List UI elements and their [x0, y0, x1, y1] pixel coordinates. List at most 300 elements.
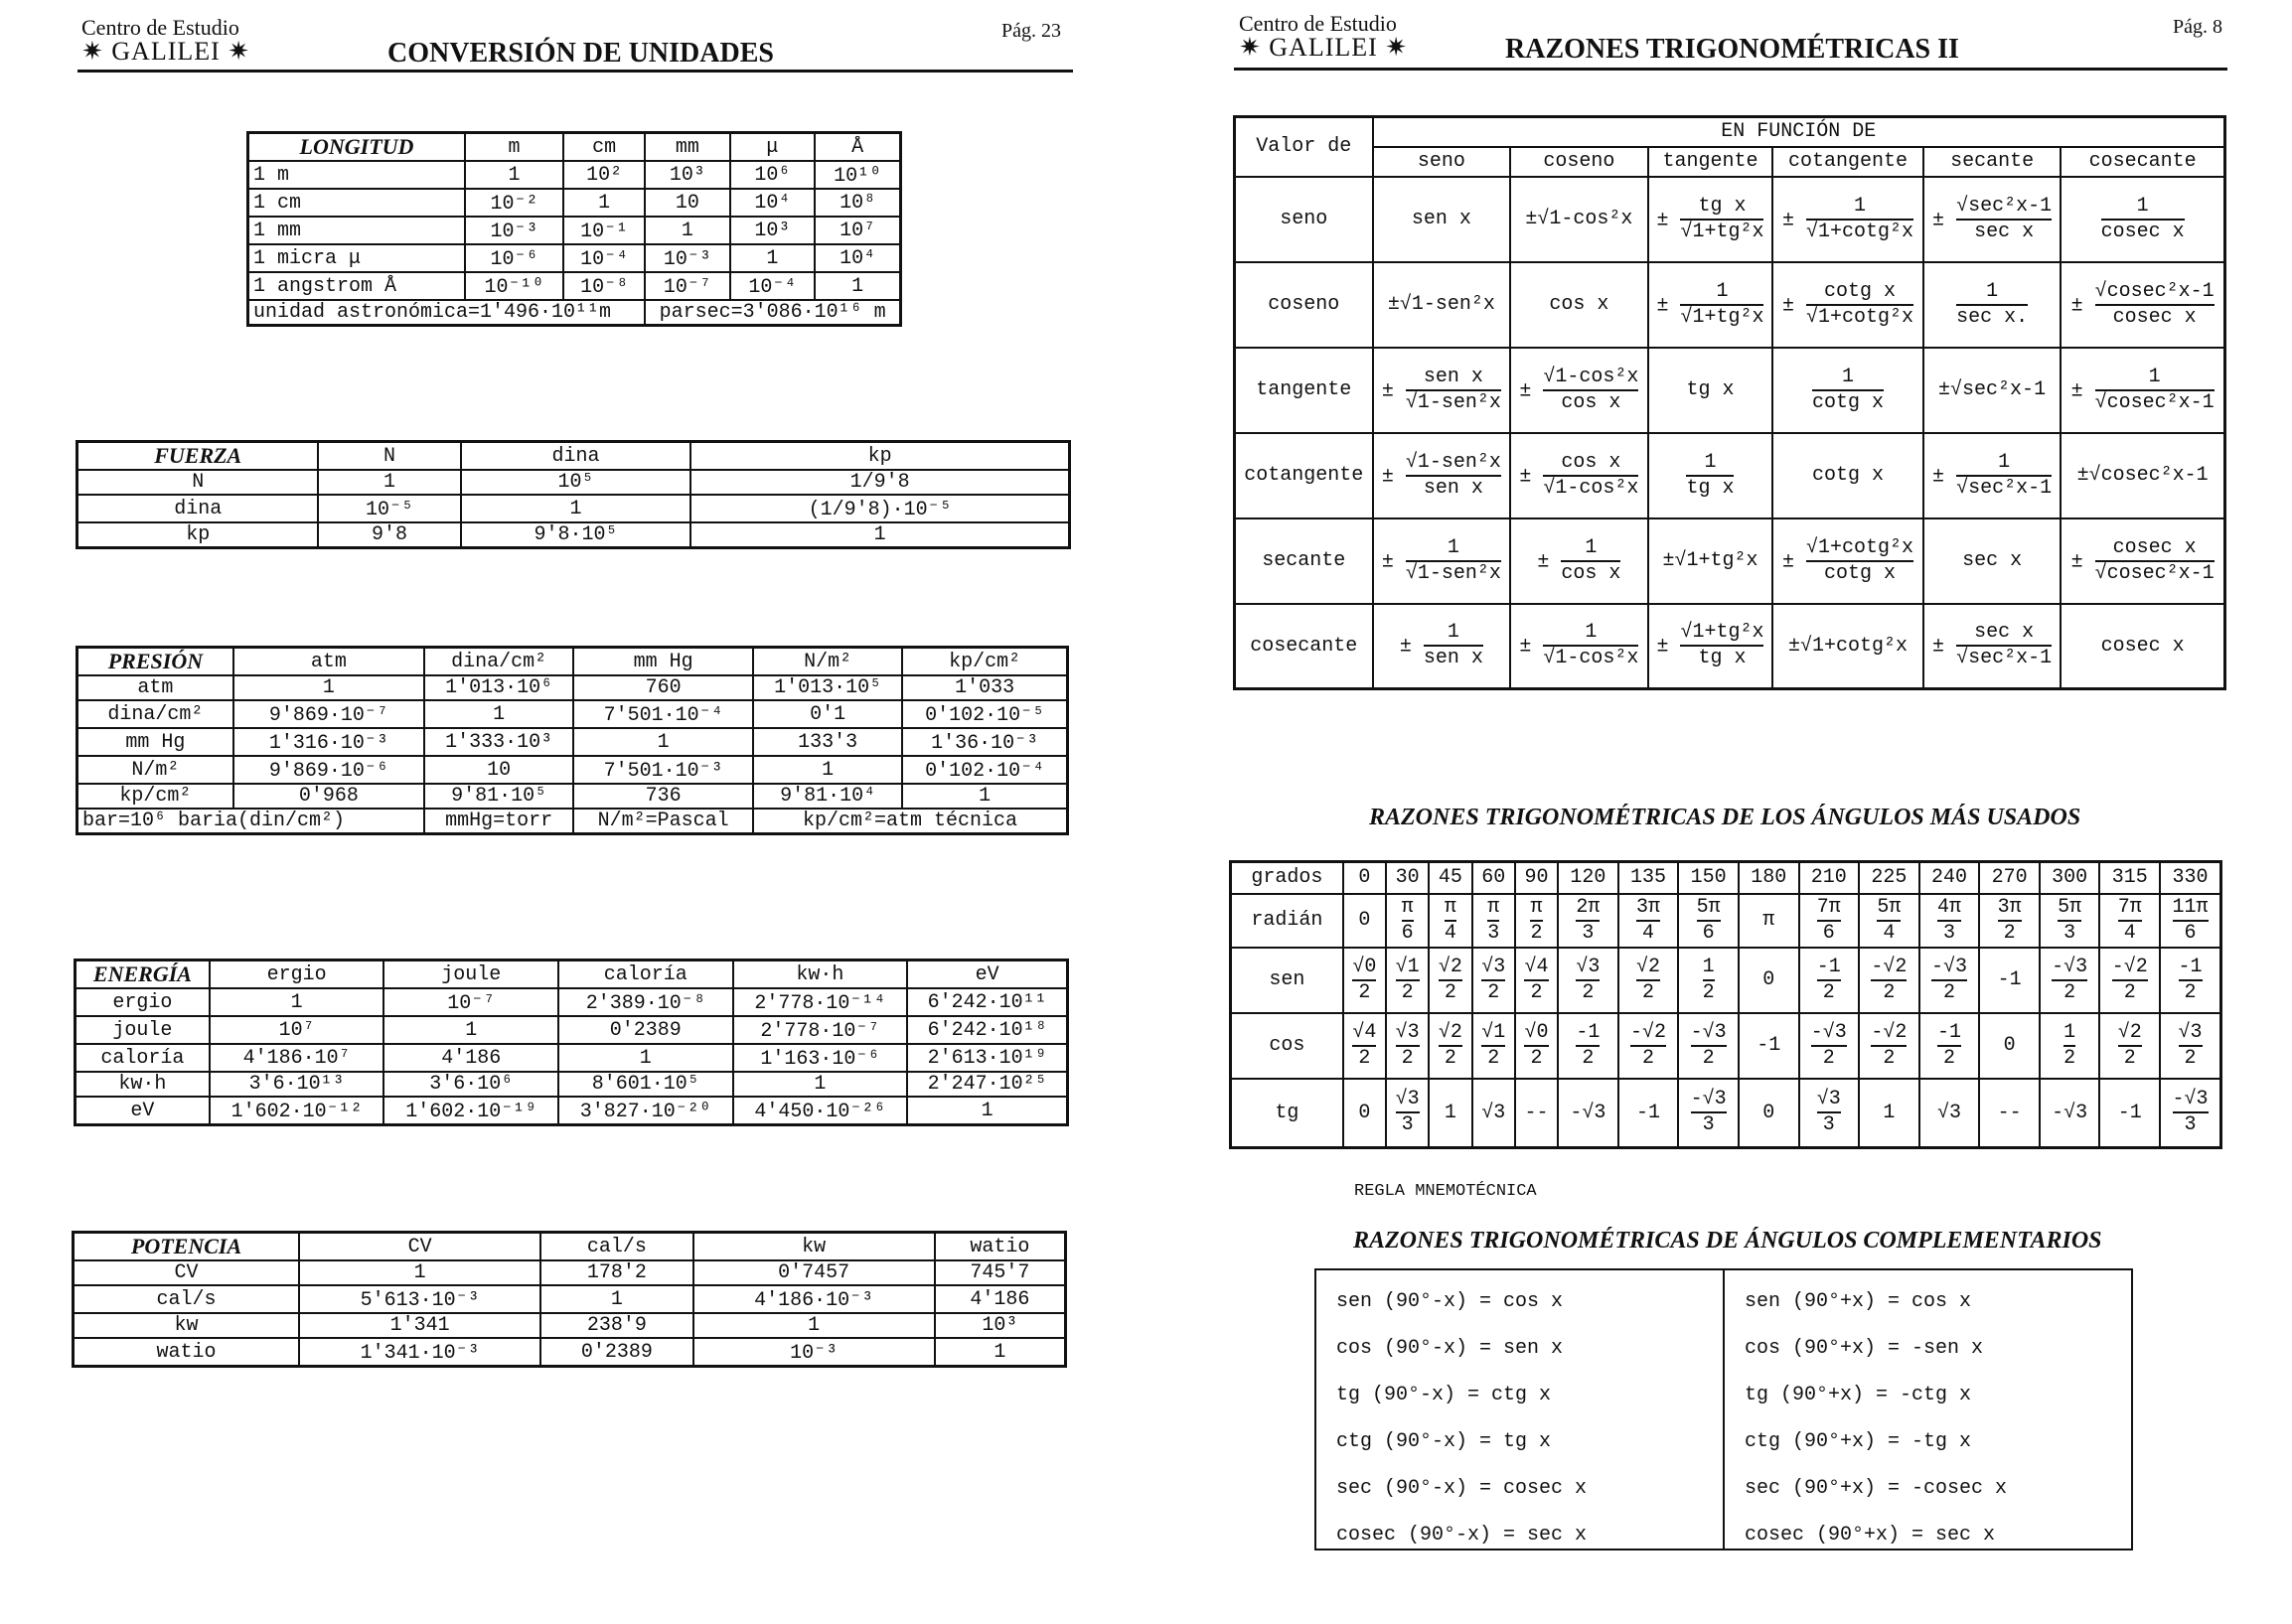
numerator: cos x	[1561, 450, 1621, 474]
table-cell: 3'6·10¹³	[210, 1072, 384, 1097]
formula-cell	[2061, 348, 2224, 433]
angle-value-cell: 150	[1678, 862, 1739, 894]
fraction	[1543, 621, 1638, 670]
angle-value-cell	[1472, 1013, 1515, 1079]
fraction	[1576, 896, 1600, 946]
fraction	[1811, 1021, 1847, 1071]
angle-value-cell	[1678, 1013, 1739, 1079]
fraction	[1956, 195, 2052, 244]
angle-value-cell	[1343, 948, 1386, 1013]
fraction	[1576, 956, 1600, 1005]
longitud-body	[248, 133, 901, 326]
fraction	[2058, 896, 2081, 946]
table-cell: 10⁻⁵	[318, 495, 460, 522]
numerator: -√2	[1630, 1020, 1667, 1044]
table-cell: 0'2389	[540, 1338, 692, 1367]
angulos-table	[1229, 860, 2222, 1149]
denominator: 6	[2173, 920, 2209, 946]
denominator: sec x.	[1956, 305, 2029, 329]
denominator: √cosec²x-1	[2094, 561, 2215, 585]
energia-header-row	[76, 960, 1068, 989]
table-cell: 178'2	[540, 1260, 692, 1285]
table-cell: 1'602·10⁻¹⁹	[383, 1097, 558, 1125]
table-cell: 1	[730, 244, 816, 272]
formula-cell: sec x	[1923, 518, 2062, 604]
angle-value-cell: --	[1979, 1079, 2040, 1148]
denominator: 2	[1530, 921, 1543, 945]
angle-value-cell	[2160, 1079, 2220, 1148]
funcion-corner: Valor de	[1235, 117, 1373, 177]
plus-minus-sign: ±	[2070, 549, 2095, 573]
angle-value-cell: 45	[1429, 862, 1471, 894]
identity-line: sen (90°-x) = cos x	[1336, 1290, 1564, 1313]
numerator: 1	[1585, 535, 1598, 559]
denominator: 4	[1444, 921, 1456, 945]
longitud-col-header: Å	[815, 133, 900, 162]
identity-line: tg (90°+x) = -ctg x	[1745, 1384, 1972, 1406]
longitud-col-header: mm	[645, 133, 730, 162]
numerator: 5π	[1877, 895, 1902, 919]
page-title: CONVERSIÓN DE UNIDADES	[387, 38, 774, 69]
identity-line: ctg (90°-x) = tg x	[1336, 1430, 1552, 1453]
fraction	[1439, 1021, 1462, 1071]
table-cell: 1	[690, 522, 1069, 548]
row-label: sen	[1231, 948, 1343, 1013]
table-cell: 10⁻⁸	[563, 272, 645, 300]
angle-value-cell: 0	[1343, 862, 1386, 894]
identity-line: cosec (90°+x) = sec x	[1745, 1524, 1996, 1547]
potencia-col-header: CV	[299, 1233, 540, 1261]
fuerza-col-header: N	[318, 442, 460, 471]
denominator: 2	[1576, 1045, 1600, 1071]
numerator: √3	[1395, 1088, 1420, 1111]
table-row	[248, 272, 901, 300]
plus-minus-sign: ±	[1381, 549, 1406, 573]
denominator: 4	[1877, 920, 1901, 946]
fraction	[1481, 956, 1505, 1005]
denominator: √1-sen²x	[1405, 390, 1501, 414]
angle-value-cell	[1558, 948, 1618, 1013]
table-cell: 1	[383, 1016, 558, 1044]
plus-minus-sign: ±	[1399, 635, 1424, 659]
table-cell: 3'6·10⁶	[383, 1072, 558, 1097]
denominator: 2	[1439, 1045, 1462, 1071]
table-cell: 9'8·10⁵	[461, 522, 691, 548]
table-cell: 2'247·10²⁵	[907, 1072, 1067, 1097]
longitud-header-row	[248, 133, 901, 162]
denominator: 2	[2179, 979, 2203, 1005]
funcion-group-header: EN FUNCIÓN DE	[1373, 117, 2225, 147]
fraction	[1396, 1088, 1420, 1137]
fraction	[1817, 1088, 1841, 1137]
table-row	[77, 756, 1068, 784]
angulos-title: RAZONES TRIGONOMÉTRICAS DE LOS ÁNGULOS MÁS USADOS	[1369, 805, 2081, 830]
numerator: √2	[2117, 1020, 2142, 1044]
numerator: 11π	[2172, 895, 2209, 919]
table-cell: 0'1	[753, 700, 902, 728]
numerator: √3	[1816, 1088, 1841, 1111]
table-cell: 1'316·10⁻³	[233, 728, 424, 756]
angle-value-cell	[1919, 948, 1980, 1013]
plus-minus-sign: ±	[1519, 464, 1544, 488]
longitud-footer-note: parsec=3'086·10¹⁶ m	[645, 300, 900, 326]
angle-value-cell: √3	[1472, 1079, 1515, 1148]
numerator: √0	[1352, 955, 1377, 978]
fraction	[1817, 896, 1841, 946]
table-cell: 1	[753, 756, 902, 784]
fraction	[1630, 1021, 1666, 1071]
funcion-body	[1235, 117, 2225, 689]
table-cell: 10⁷	[815, 217, 900, 244]
denominator: sec x	[1956, 219, 2052, 244]
numerator: π	[1487, 895, 1500, 919]
fraction	[1680, 195, 1763, 244]
table-row	[1235, 518, 2225, 604]
angle-value-cell	[1515, 1013, 1558, 1079]
angle-value-cell	[1919, 1013, 1980, 1079]
denominator: 2	[1702, 980, 1715, 1004]
formula-cell	[1510, 518, 1648, 604]
denominator: 4	[1636, 920, 1660, 946]
table-cell: 1	[299, 1260, 540, 1285]
fraction	[1352, 1021, 1376, 1071]
numerator: √1+cotg²x	[1806, 535, 1914, 559]
table-cell: 2'389·10⁻⁸	[558, 988, 733, 1016]
table-row	[1235, 433, 2225, 518]
row-label: radián	[1231, 894, 1343, 948]
denominator: √sec²x-1	[1956, 647, 2053, 670]
presion-col-header: dina/cm²	[424, 648, 573, 676]
plus-minus-sign: ±	[1381, 378, 1406, 402]
denominator: cotg x	[1812, 390, 1885, 414]
row-label: dina	[77, 495, 319, 522]
table-cell: 6'242·10¹⁸	[907, 1016, 1067, 1044]
angle-value-cell: 0	[1739, 1079, 1799, 1148]
numerator: -√3	[1690, 1020, 1727, 1044]
table-cell: 10³	[935, 1313, 1066, 1338]
page-number-right: Pág. 8	[2173, 16, 2222, 38]
table-cell: 10⁷	[210, 1016, 384, 1044]
fraction	[1806, 536, 1913, 586]
table-cell: 745'7	[935, 1260, 1066, 1285]
table-cell: 10⁴	[730, 189, 816, 217]
row-label: kp/cm²	[77, 784, 233, 809]
row-label: dina/cm²	[77, 700, 233, 728]
plus-minus-sign: ±	[1932, 208, 1957, 231]
numerator: √1	[1395, 955, 1420, 978]
funcion-col-header: tangente	[1648, 147, 1773, 177]
table-row	[77, 470, 1070, 495]
table-cell: 1	[210, 988, 384, 1016]
numerator: 1	[1854, 194, 1867, 218]
formula-cell	[1510, 348, 1648, 433]
table-cell: 3'827·10⁻²⁰	[558, 1097, 733, 1125]
funcion-table	[1233, 115, 2226, 690]
denominator: 3	[1691, 1111, 1727, 1137]
table-cell: 10⁻³	[693, 1338, 935, 1367]
table-cell: 10⁻³	[465, 217, 563, 244]
angle-value-cell: π	[1739, 894, 1799, 948]
formula-cell	[1648, 177, 1773, 262]
fraction	[1481, 1021, 1505, 1071]
denominator: 2	[1524, 979, 1548, 1005]
numerator: √1-sen²x	[1405, 450, 1501, 474]
table-cell: 1	[935, 1338, 1066, 1367]
right-page	[1207, 0, 2292, 1624]
plus-minus-sign: ±	[1537, 549, 1562, 573]
table-cell: 1	[424, 700, 573, 728]
denominator: 2	[1439, 979, 1462, 1005]
denominator: 2	[1576, 979, 1600, 1005]
numerator: √3	[1395, 1020, 1420, 1044]
angle-value-cell	[2160, 1013, 2220, 1079]
fraction	[2101, 195, 2185, 244]
plus-minus-sign: ±	[1519, 378, 1544, 402]
table-cell: 2'778·10⁻¹⁴	[733, 988, 908, 1016]
numerator: 1	[1447, 535, 1459, 559]
angle-value-cell	[2040, 1013, 2100, 1079]
formula-cell	[1772, 518, 1923, 604]
fraction	[1530, 896, 1542, 946]
energia-body	[76, 960, 1068, 1125]
fraction	[2118, 896, 2142, 946]
numerator: -√3	[1930, 955, 1967, 978]
formula-cell: cotg x	[1772, 433, 1923, 518]
angle-value-cell: -1	[1739, 1013, 1799, 1079]
table-cell: 1	[233, 675, 424, 700]
formula-cell	[1923, 604, 2062, 689]
table-cell: 1	[573, 728, 753, 756]
table-cell: 1	[907, 1097, 1067, 1125]
fraction	[2179, 956, 2203, 1005]
longitud-col-header: μ	[730, 133, 816, 162]
denominator: 2	[1481, 1045, 1505, 1071]
table-row	[76, 1097, 1068, 1125]
table-row	[77, 728, 1068, 756]
energia-col-header: kw·h	[733, 960, 908, 989]
table-row	[1235, 348, 2225, 433]
numerator: 1	[1842, 365, 1855, 388]
denominator: tg x	[1680, 645, 1763, 670]
numerator: sec x	[1974, 621, 2035, 645]
row-label: N/m²	[77, 756, 233, 784]
funcion-header-row	[1235, 147, 2225, 177]
angle-value-cell: -1	[1618, 1079, 1679, 1148]
identity-line: sec (90°-x) = cosec x	[1336, 1477, 1588, 1500]
denominator: sen x	[1406, 475, 1501, 501]
table-row	[248, 161, 901, 189]
table-cell: 1'341	[299, 1313, 540, 1338]
fraction	[1937, 1021, 1961, 1071]
angle-value-cell	[1558, 894, 1618, 948]
formula-cell	[1923, 433, 2062, 518]
fraction	[1937, 896, 1961, 946]
denominator: 2	[2112, 979, 2148, 1005]
angle-value-cell	[1515, 894, 1558, 948]
denominator: 2	[1630, 1045, 1666, 1071]
fraction	[2095, 536, 2215, 586]
fraction	[2179, 1021, 2203, 1071]
energia-col-header: joule	[383, 960, 558, 989]
formula-cell: ±√1+tg²x	[1648, 518, 1773, 604]
table-cell: 1'333·10³	[424, 728, 573, 756]
fraction	[1576, 1021, 1600, 1071]
potencia-col-header: kw	[693, 1233, 935, 1261]
complementarios-box	[1314, 1268, 2133, 1550]
angle-value-cell	[1618, 948, 1679, 1013]
angle-value-cell	[1678, 894, 1739, 948]
numerator: √4	[1524, 955, 1549, 978]
denominator: 2	[1998, 920, 2022, 946]
denominator: 6	[1697, 920, 1721, 946]
formula-cell	[2061, 262, 2224, 348]
plus-minus-sign: ±	[1656, 293, 1681, 317]
angle-value-cell: 30	[1386, 862, 1429, 894]
denominator: 6	[1401, 921, 1414, 945]
numerator: -1	[1816, 955, 1841, 978]
table-row	[76, 988, 1068, 1016]
fraction	[1402, 896, 1414, 946]
numerator: -1	[1576, 1020, 1601, 1044]
table-cell: 10⁻³	[645, 244, 730, 272]
denominator: √1-sen²x	[1405, 561, 1501, 585]
angle-value-cell: 135	[1618, 862, 1679, 894]
fraction	[1406, 451, 1501, 501]
fuerza-header-row	[77, 442, 1070, 471]
numerator: √1-cos²x	[1543, 365, 1639, 388]
numerator: 2π	[1576, 895, 1601, 919]
formula-cell	[1923, 262, 2062, 348]
table-row	[77, 700, 1068, 728]
identity-line: sec (90°+x) = -cosec x	[1745, 1477, 2008, 1500]
row-label: caloría	[76, 1044, 210, 1072]
table-cell: 10³	[645, 161, 730, 189]
denominator: 2	[2179, 1045, 2203, 1071]
fraction	[1686, 451, 1734, 501]
presion-footer-note: kp/cm²=atm técnica	[753, 809, 1067, 834]
angle-value-cell	[1558, 1013, 1618, 1079]
fraction	[1524, 1021, 1548, 1071]
angulos-row-cos	[1231, 1013, 2221, 1079]
angle-value-cell	[2040, 894, 2100, 948]
table-row	[77, 675, 1068, 700]
angle-value-cell: 0	[1343, 1079, 1386, 1148]
school-brand-right: ✷ GALILEI ✷	[1239, 33, 1409, 62]
row-label: 1 micra μ	[248, 244, 466, 272]
table-cell: 1'602·10⁻¹²	[210, 1097, 384, 1125]
longitud-col-header: m	[465, 133, 563, 162]
formula-cell: ±√1-sen²x	[1373, 262, 1511, 348]
denominator: √1+cotg²x	[1806, 305, 1914, 329]
table-cell: 760	[573, 675, 753, 700]
numerator: 1	[1702, 955, 1715, 978]
fraction	[1691, 1088, 1727, 1137]
fraction	[1487, 896, 1499, 946]
formula-cell	[1373, 433, 1511, 518]
numerator: 1	[1986, 279, 1999, 303]
denominator: 6	[1817, 920, 1841, 946]
table-cell: 1	[563, 189, 645, 217]
potencia-header-row	[74, 1233, 1066, 1261]
numerator: √sec²x-1	[1956, 194, 2053, 218]
complementarios-right-column	[1723, 1270, 2131, 1549]
fraction	[1543, 366, 1638, 415]
table-cell: 7'501·10⁻⁴	[573, 700, 753, 728]
table-cell: 9'869·10⁻⁷	[233, 700, 424, 728]
page-number: Pág. 23	[1001, 20, 1061, 42]
table-row	[74, 1285, 1066, 1313]
presion-col-header: mm Hg	[573, 648, 753, 676]
table-row	[248, 189, 901, 217]
table-cell: 1'163·10⁻⁶	[733, 1044, 908, 1072]
row-label: secante	[1235, 518, 1373, 604]
table-row	[77, 784, 1068, 809]
fraction	[2112, 956, 2148, 1005]
denominator: 4	[2118, 920, 2142, 946]
numerator: -√3	[1690, 1088, 1727, 1111]
denominator: cosec x	[2100, 220, 2185, 243]
formula-cell	[1648, 433, 1773, 518]
numerator: -√2	[2111, 955, 2148, 978]
denominator: 2	[1396, 979, 1420, 1005]
formula-cell	[1373, 604, 1511, 689]
table-cell: 133'3	[753, 728, 902, 756]
fraction	[2173, 1088, 2209, 1137]
fuerza-table	[76, 440, 1071, 549]
denominator: 2	[1524, 1045, 1548, 1071]
angle-value-cell	[1386, 1079, 1429, 1148]
longitud-title: LONGITUD	[248, 133, 466, 162]
table-cell: 10⁻⁷	[645, 272, 730, 300]
formula-cell: ±√cosec²x-1	[2061, 433, 2224, 518]
denominator: √1-cos²x	[1543, 647, 1639, 670]
table-cell: 2'613·10¹⁹	[907, 1044, 1067, 1072]
angulos-row-tg	[1231, 1079, 2221, 1148]
table-cell: 9'869·10⁻⁶	[233, 756, 424, 784]
angle-value-cell	[1386, 894, 1429, 948]
fraction	[1352, 956, 1376, 1005]
formula-cell: ±√sec²x-1	[1923, 348, 2062, 433]
energia-table	[74, 959, 1069, 1126]
denominator: 2	[1352, 1045, 1376, 1071]
denominator: tg x	[1686, 476, 1735, 500]
numerator: √3	[1576, 955, 1601, 978]
numerator: -1	[1936, 1020, 1961, 1044]
formula-cell	[2061, 518, 2224, 604]
plus-minus-sign: ±	[1782, 208, 1807, 231]
angle-value-cell: -√3	[1558, 1079, 1618, 1148]
angle-value-cell	[1859, 1013, 1919, 1079]
fraction	[1396, 956, 1420, 1005]
denominator: 2	[1817, 979, 1841, 1005]
table-cell: 7'501·10⁻³	[573, 756, 753, 784]
numerator: -√3	[2052, 955, 2088, 978]
denominator: 2	[1396, 1045, 1420, 1071]
table-cell: 0'102·10⁻⁵	[902, 700, 1067, 728]
angle-value-cell	[1678, 948, 1739, 1013]
fraction	[1561, 536, 1620, 586]
fraction	[1956, 621, 2052, 670]
numerator: 1	[1704, 450, 1717, 474]
table-row	[76, 1044, 1068, 1072]
numerator: 5π	[2058, 895, 2082, 919]
table-row	[74, 1260, 1066, 1285]
energia-col-header: caloría	[558, 960, 733, 989]
table-cell: 1	[318, 470, 460, 495]
fuerza-col-header: dina	[461, 442, 691, 471]
denominator: 2	[1931, 979, 1967, 1005]
denominator: 2	[1691, 1045, 1727, 1071]
